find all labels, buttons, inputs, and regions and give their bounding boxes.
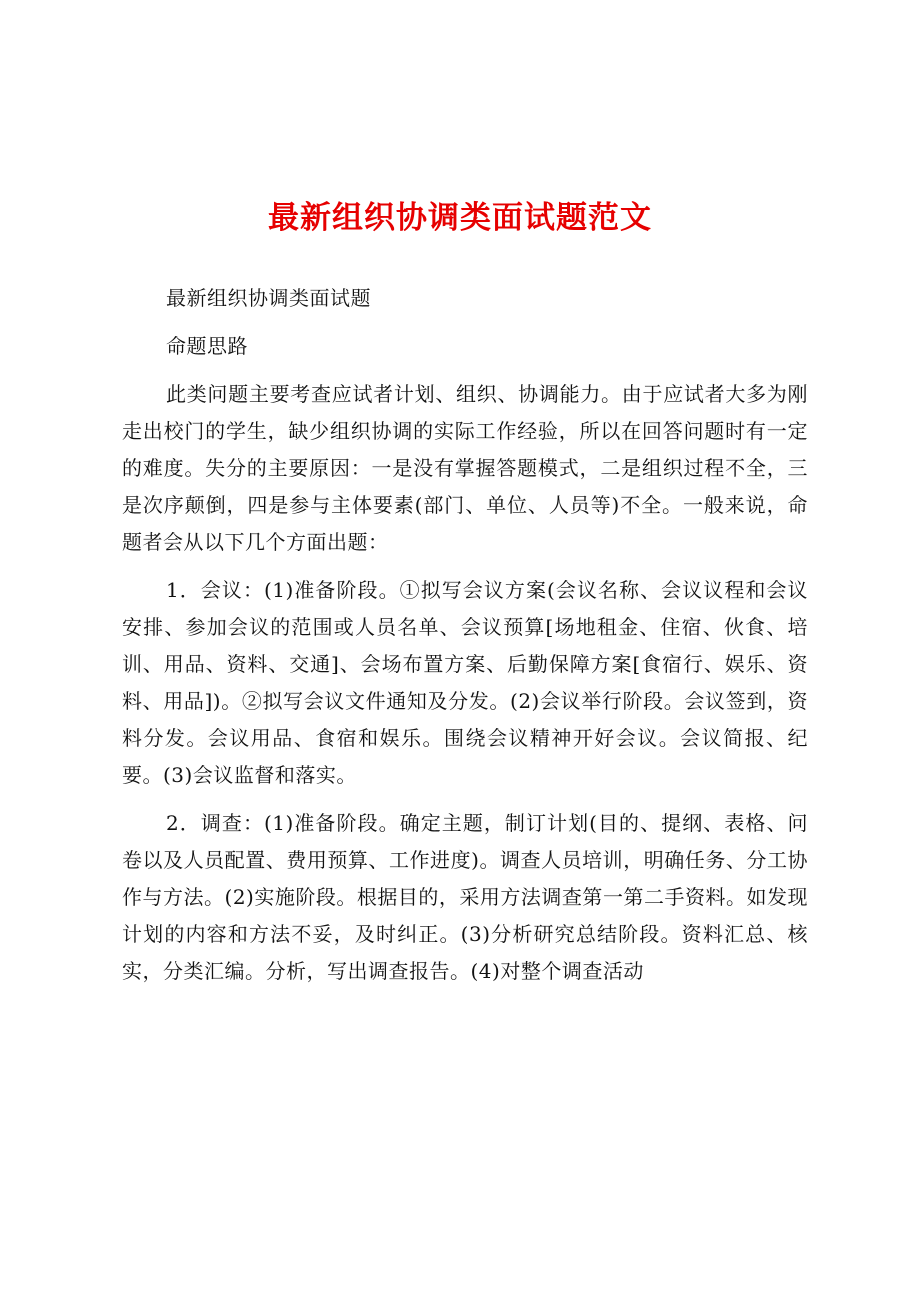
document-body bbox=[122, 280, 808, 1001]
subtitle-paragraph: 最新组织协调类面试题 bbox=[166, 286, 371, 310]
meeting-paragraph: 1．会议：(1)准备阶段。①拟写会议方案(会议名称、会议议程和会议安排、参加会议的范围或人员名单、会议预算[场地租金、住宿、伙食、培训、用品、资料、交通]、会场布置方案、后勤保障方案[食宿行、娱乐、资料、用品])。②拟写会议文件通知及分发。(2)会议举行阶段。会议签到，资料分发。会议用品、食宿和娱乐。围绕会议精神开好会议。会议简报、纪要。(3)会议监督和落实。 bbox=[122, 578, 808, 787]
section-heading-paragraph: 命题思路 bbox=[166, 334, 248, 358]
document-title: 最新组织协调类面试题范文 bbox=[268, 200, 652, 236]
survey-paragraph: 2．调查：(1)准备阶段。确定主题，制订计划(目的、提纲、表格、问卷以及人员配置、费用预算、工作进度)。调查人员培训，明确任务、分工协作与方法。(2)实施阶段。根据目的，采用方法调查第一第二手资料。如发现计划的内容和方法不妥，及时纠正。(3)分析研究总结阶段。资料汇总、核实，分类汇编。分析，写出调查报告。(4)对整个调查活动 bbox=[122, 811, 808, 983]
intro-paragraph: 此类问题主要考查应试者计划、组织、协调能力。由于应试者大多为刚走出校门的学生，缺少组织协调的实际工作经验，所以在回答问题时有一定的难度。失分的主要原因：一是没有掌握答题模式，二是组织过程不全，三是次序颠倒，四是参与主体要素(部门、单位、人员等)不全。一般来说，命题者会从以下几个方面出题： bbox=[122, 382, 808, 554]
